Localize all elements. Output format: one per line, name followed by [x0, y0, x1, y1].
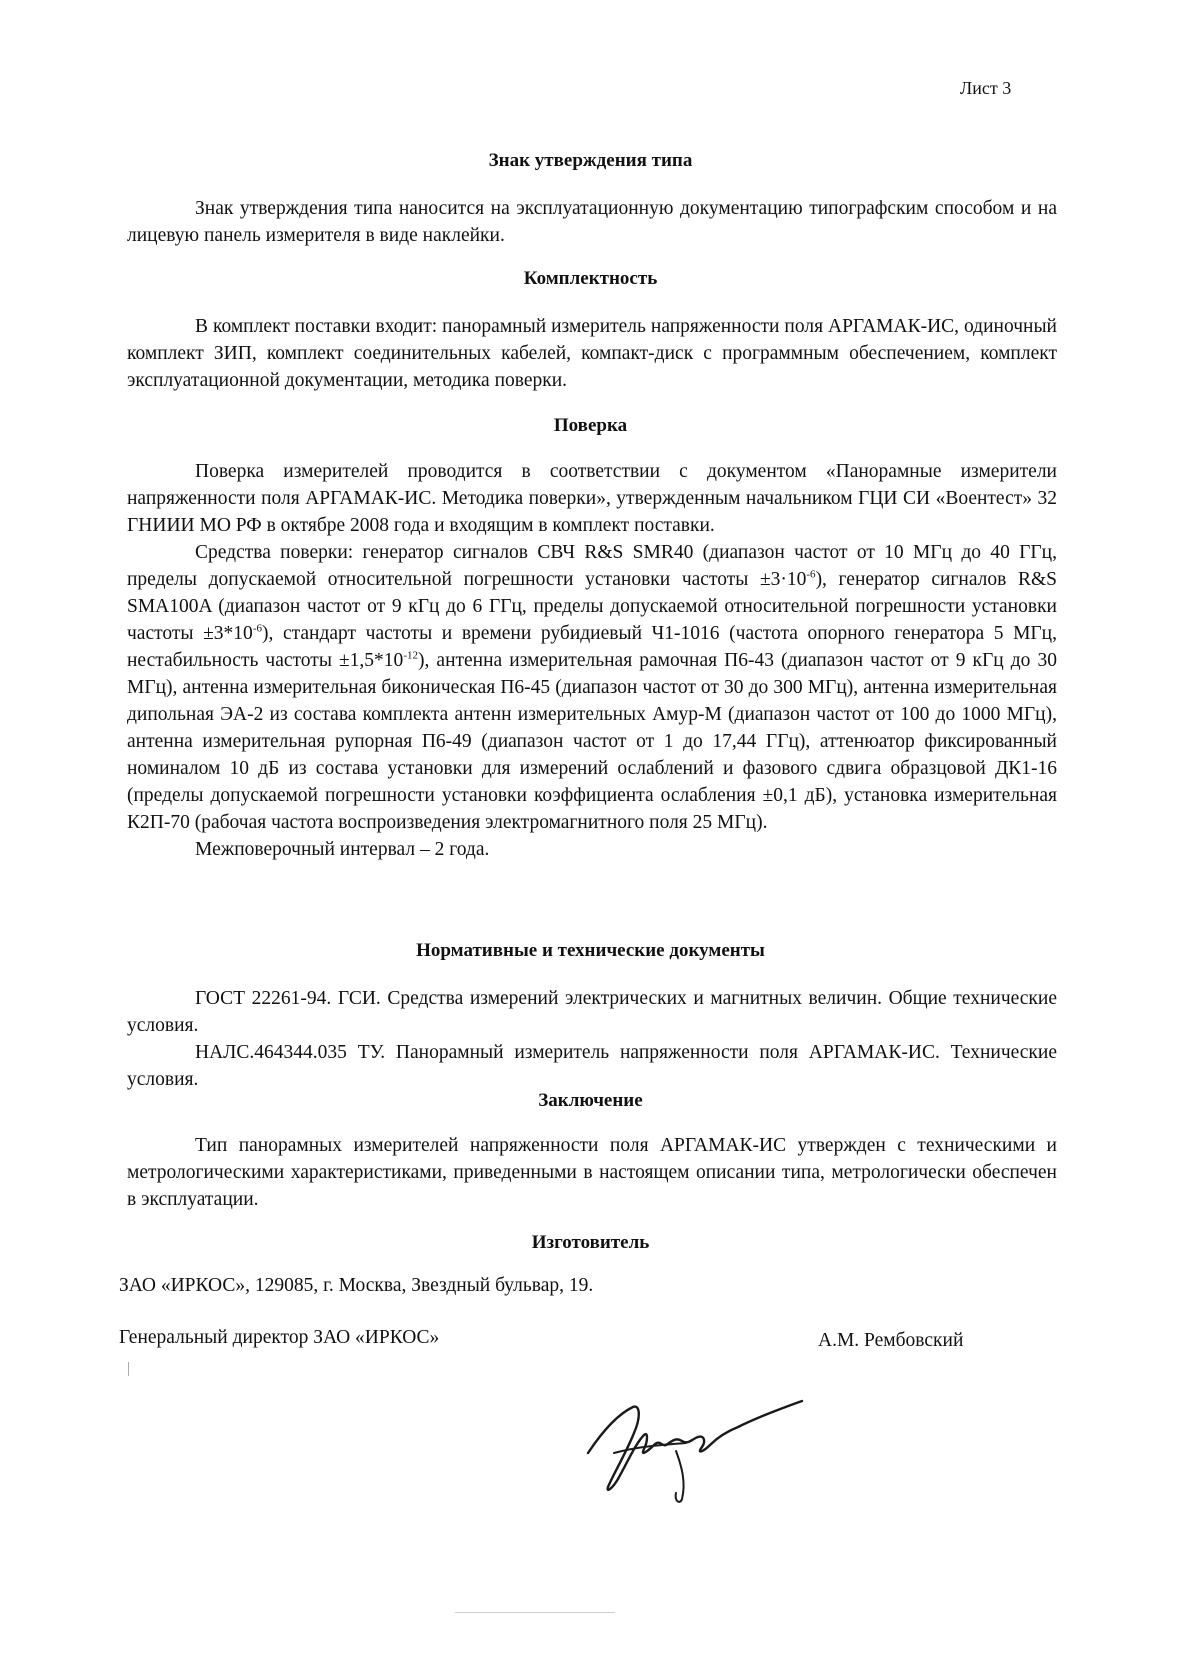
approval-mark-section: [127, 195, 1057, 249]
signature-image: [578, 1395, 808, 1505]
conclusion-heading: Заключение: [538, 1090, 643, 1111]
manufacturer-heading: Изготовитель: [531, 1232, 650, 1253]
scan-artifact-mark: [128, 1362, 129, 1376]
scan-artifact-line: [455, 1612, 615, 1613]
completeness-section: [127, 313, 1057, 394]
director-name: А.М. Рембовский: [818, 1330, 964, 1351]
approval-mark-text: Знак утверждения типа наносится на эксплуатационную документацию типографским способом и на лицевую панель измерителя в виде наклейки.: [127, 198, 1057, 246]
normative-p1: ГОСТ 22261-94. ГСИ. Средства измерений электрических и магнитных величин. Общие технические условия.: [127, 988, 1057, 1036]
completeness-text: В комплект поставки входит: панорамный измеритель напряженности поля АРГАМАК-ИС, одиночный комплект ЗИП, комплект соединительных кабелей, компакт-диск с программным обеспечением, комплект эксплуатационной документации, методика поверки.: [127, 316, 1057, 391]
normative-section: [127, 985, 1057, 1093]
normative-p2: НАЛС.464344.035 ТУ. Панорамный измеритель напряженности поля АРГАМАК-ИС. Технические условия.: [127, 1042, 1057, 1090]
approval-mark-heading: Знак утверждения типа: [488, 150, 693, 171]
normative-heading: Нормативные и технические документы: [416, 940, 765, 961]
verification-p1: Поверка измерителей проводится в соответствии с документом «Панорамные измерители напряженности поля АРГАМАК-ИС. Методика поверки», утвержденным начальником ГЦИ СИ «Воентест» 32 ГНИИИ МО РФ в октябре 2008 года и входящим в комплект поставки.: [127, 461, 1057, 536]
verification-p3: Межповерочный интервал – 2 года.: [195, 839, 490, 860]
conclusion-text: Тип панорамных измерителей напряженности поля АРГАМАК-ИС утвержден с техническими и метрологическими характеристиками, приведенными в настоящем описании типа, метрологически обеспечен в эксплуатации.: [127, 1135, 1057, 1210]
conclusion-section: [127, 1132, 1057, 1213]
manufacturer-address: ЗАО «ИРКОС», 129085, г. Москва, Звездный бульвар, 19.: [119, 1275, 594, 1296]
director-title: Генеральный директор ЗАО «ИРКОС»: [119, 1327, 440, 1348]
verification-p2: Средства поверки: генератор сигналов СВЧ R&S SMR40 (диапазон частот от 10 МГц до 40 ГГц, пределы допускаемой относительной погрешности установки частоты $\pm 3\cdot 10^{-6}$), генератор сигналов R&S SMA100A (диапазон частот от 9 кГц до 6 ГГц, пределы допускаемой относительной погрешности установки частоты $\pm 3*10^{-6}$), стандарт частоты и времени рубидиевый Ч1-1016 (частота опорного генератора 5 МГц, нестабильность частоты $\pm 1,5*10^{-12}$), антенна измерительная рамочная П6-43 (диапазон частот от 9 кГц до 30 МГц), антенна измерительная биконическая П6-45 (диапазон частот от 30 до 300 МГц), антенна измерительная дипольная ЭА-2 из состава комплекта антенн измерительных Амур-М (диапазон частот от 100 до 1000 МГц), антенна измерительная рупорная П6-49 (диапазон частот от 1 до 17,44 ГГц), аттенюатор фиксированный номиналом 10 дБ из состава установки для измерений ослаблений и фазового сдвига образцовой ДК1-16 (пределы допускаемой погрешности установки коэффициента ослабления ±0,1 дБ), установка измерительная К2П-70 (рабочая частота воспроизведения электромагнитного поля 25 МГц).: [127, 542, 1058, 833]
sheet-number: Лист 3: [960, 78, 1012, 98]
verification-section: [127, 458, 1057, 863]
verification-heading: Поверка: [553, 415, 628, 436]
completeness-heading: Комплектность: [523, 268, 658, 289]
